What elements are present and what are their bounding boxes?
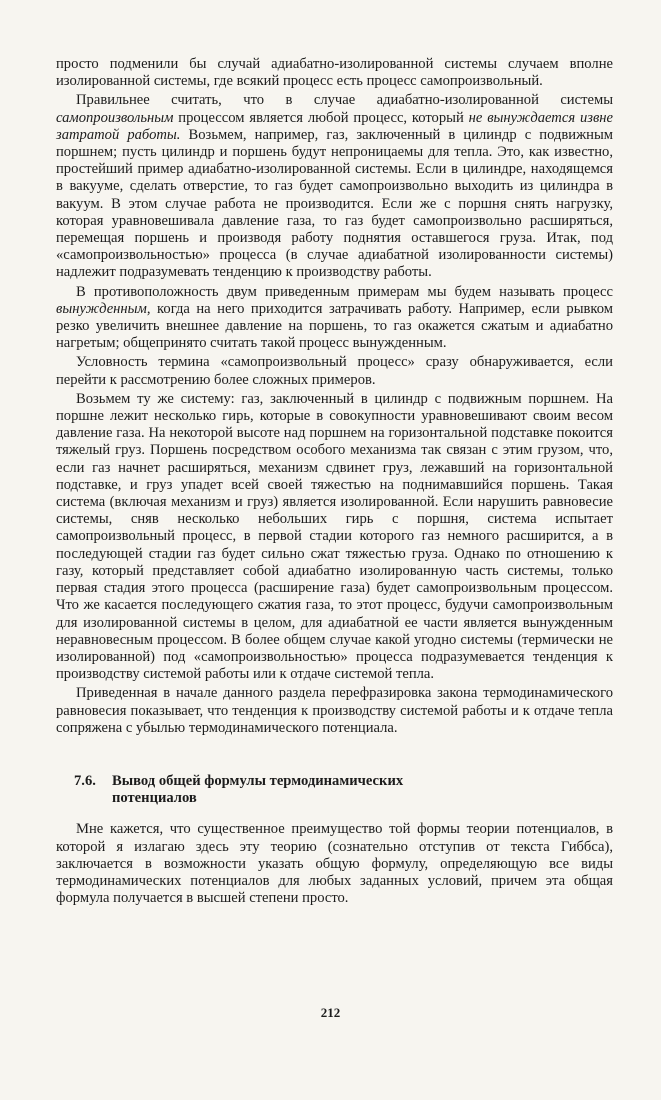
- section-title-line2: потенциалов: [112, 790, 197, 807]
- section-heading: [74, 773, 613, 807]
- paragraph-conditionality: Условность термина «самопроизвольный процесс» сразу обнаруживается, если перейти к рассмотрению более сложных примеров.: [56, 354, 613, 388]
- italic-term-forced: вынужденным: [56, 300, 147, 317]
- text-run: Возьмем, например, газ, заключенный в цилиндр с подвижным поршнем; пусть цилиндр и поршень будут непроницаемы для тепла. Это, как известно, простейший пример адиабатно-изолированной системы. Если в цилиндре, находящемся в вакууме, сделать отверстие, то газ будет самопроизвольно выходить из цилиндра в вакуум. В этом случае работа не производится. Если же с поршня снять нагрузку, которая уравновешивала давление газа, то газ будет самопроизвольно расширяться, перемещая поршень и производя работу поднятия оставшегося груза. Итак, под «самопроизвольностью» процесса (в случае адиабатной изолированности системы) надлежит подразумевать тенденцию к производству работы.: [56, 126, 614, 281]
- text-run: В противоположность двум приведенным примерам мы будем называть процесс: [76, 283, 613, 300]
- italic-phrase-not-forced: не вынуждается извне затратой работы.: [56, 109, 613, 143]
- page-body: [56, 56, 613, 907]
- paragraph-section-intro: Мне кажется, что существенное преимущество той формы теории потенциалов, в которой я излагаю здесь эту теорию (сознательно отступив от текста Гиббса), заключается в возможности указать общую формулу, определяющую все виды термодинамических потенциалов для любых заданных условий, причем эта общая формула получается в высшей степени просто.: [56, 821, 613, 907]
- paragraph-spontaneous-definition: [56, 92, 613, 281]
- section-title-line1: Вывод общей формулы термодинамических: [112, 772, 404, 789]
- paragraph-forced-definition: [56, 284, 613, 353]
- page-number: 212: [320, 1005, 341, 1020]
- paragraph-complex-example: Возьмем ту же систему: газ, заключенный в цилиндр с подвижным поршнем. На поршне лежит несколько гирь, которые в совокупности уравновешивают своим весом давление газа. На некоторой высоте над поршнем на горизонтальной подставке покоится тяжелый груз. Поршень посредством особого механизма так связан с этим грузом, что, если газ начнет расширяться, механизм сдвинет груз, лежавший на горизонтальной подставке, и груз упадет всей своей тяжестью на поднимавшийся поршень. Такая система (включая механизм и груз) является изолированной. Если нарушить равновесие системы, сняв несколько небольших гирь с поршня, система испытает самопроизвольный процесс, в первой стадии которого газ немного расширится, а в последующей стадии газ будет сильно сжат тяжестью груза. Однако по отношению к газу, который представляет собой адиабатно изолированную часть системы, только первая стадия этого процесса (расширение газа) будет самопроизвольным процессом. Что же касается последующего сжатия газа, то этот процесс, будучи самопроизвольным для изолированной системы в целом, для адиабатной ее части является вынужденным неравновесным процессом. В более общем случае какой угодно системы (термически не изолированной) под «самопроизвольностью» процесса подразумевается тенденция к производству системой работы или к отдаче системой тепла.: [56, 390, 613, 683]
- italic-term-spontaneous: самопроизвольным: [56, 109, 174, 126]
- text-run: процессом является любой процесс, который: [173, 109, 469, 126]
- section-number: 7.6.: [74, 772, 96, 789]
- text-run: Правильнее считать, что в случае адиабатно-изолированной системы: [76, 92, 613, 109]
- text-run: , когда на него приходится затрачивать работу. Например, если рывком резко увеличить внешнее давление на поршень, то газ окажется сжатым и адиабатно нагретым; общепринято считать такой процесс вынужденным.: [56, 300, 613, 352]
- paragraph-continuation: просто подменили бы случай адиабатно-изолированной системы случаем вполне изолированной системы, где всякий процесс есть процесс самопроизвольный.: [56, 56, 613, 90]
- paragraph-rephrasing: Приведенная в начале данного раздела перефразировка закона термодинамического равновесия показывает, что тенденция к производству системой работы и к отдаче тепла сопряжена с убылью термодинамического потенциала.: [56, 685, 613, 736]
